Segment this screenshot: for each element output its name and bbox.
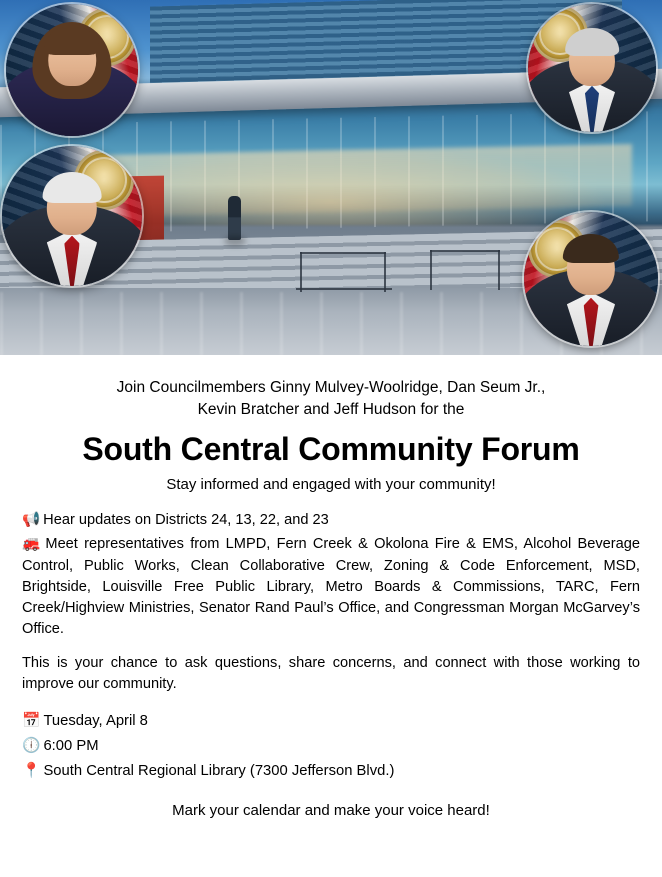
handrail-post-4 [498,250,500,290]
portrait-ginny-mulvey-woolridge [6,4,138,136]
bullet-agencies-text: Meet representatives from LMPD, Fern Creek & Okolona Fire & EMS, Alcohol Beverage Control, Public Works, Clean Collaborative Crew, Zoning & Code Enforcement, MSD, Brightside, Louisville Free Public Library, Metro Boards & Commissions, TARC, Fern Creek/Highview Ministries, Senator Rand Paul’s Office, and Congressman Morgan McGarvey’s Office. [22,536,640,638]
bullet-districts-text: Hear updates on Districts 24, 13, 22, and 23 [43,512,329,528]
bullet-districts [22,509,640,531]
handrail-post-3 [430,250,432,290]
handrail-post-1 [300,252,302,292]
subheadline: Stay informed and engaged with your community! [166,476,496,493]
invitation-paragraph: This is your chance to ask questions, share concerns, and connect with those working to improve our community. [22,654,640,693]
join-line-2: Kevin Bratcher and Jeff Hudson for the [197,401,465,418]
portrait-jeff-hudson [524,212,658,346]
pedestrian-silhouette [228,196,241,240]
flyer-content [0,355,662,819]
megaphone-icon: 📢 [22,511,41,528]
location-pin-icon: 📍 [22,762,41,780]
bullet-agencies [22,533,640,640]
event-details [22,709,640,784]
event-date-text: Tuesday, April 8 [43,713,148,730]
portrait-kevin-bratcher [2,146,142,286]
join-line [22,377,640,421]
fire-truck-icon: 🚒 [22,535,43,553]
handrail-top-right [430,250,500,252]
event-time-text: 6:00 PM [43,738,99,755]
event-location-text: South Central Regional Library (7300 Jefferson Blvd.) [43,763,395,780]
event-date [22,709,640,734]
event-location [22,759,640,784]
handrail-post-2 [384,252,386,292]
handrail-top-left [300,252,386,254]
portrait-dan-seum-jr [528,4,656,132]
page-title: South Central Community Forum [82,431,580,467]
clock-icon: 🕕 [22,737,41,755]
hero-banner [0,0,662,355]
event-time [22,734,640,759]
join-line-1: Join Councilmembers Ginny Mulvey-Woolridge, Dan Seum Jr., [116,379,546,396]
handrail-bottom-left [296,288,392,290]
closing-line: Mark your calendar and make your voice heard! [172,802,490,820]
calendar-icon: 📅 [22,712,41,730]
